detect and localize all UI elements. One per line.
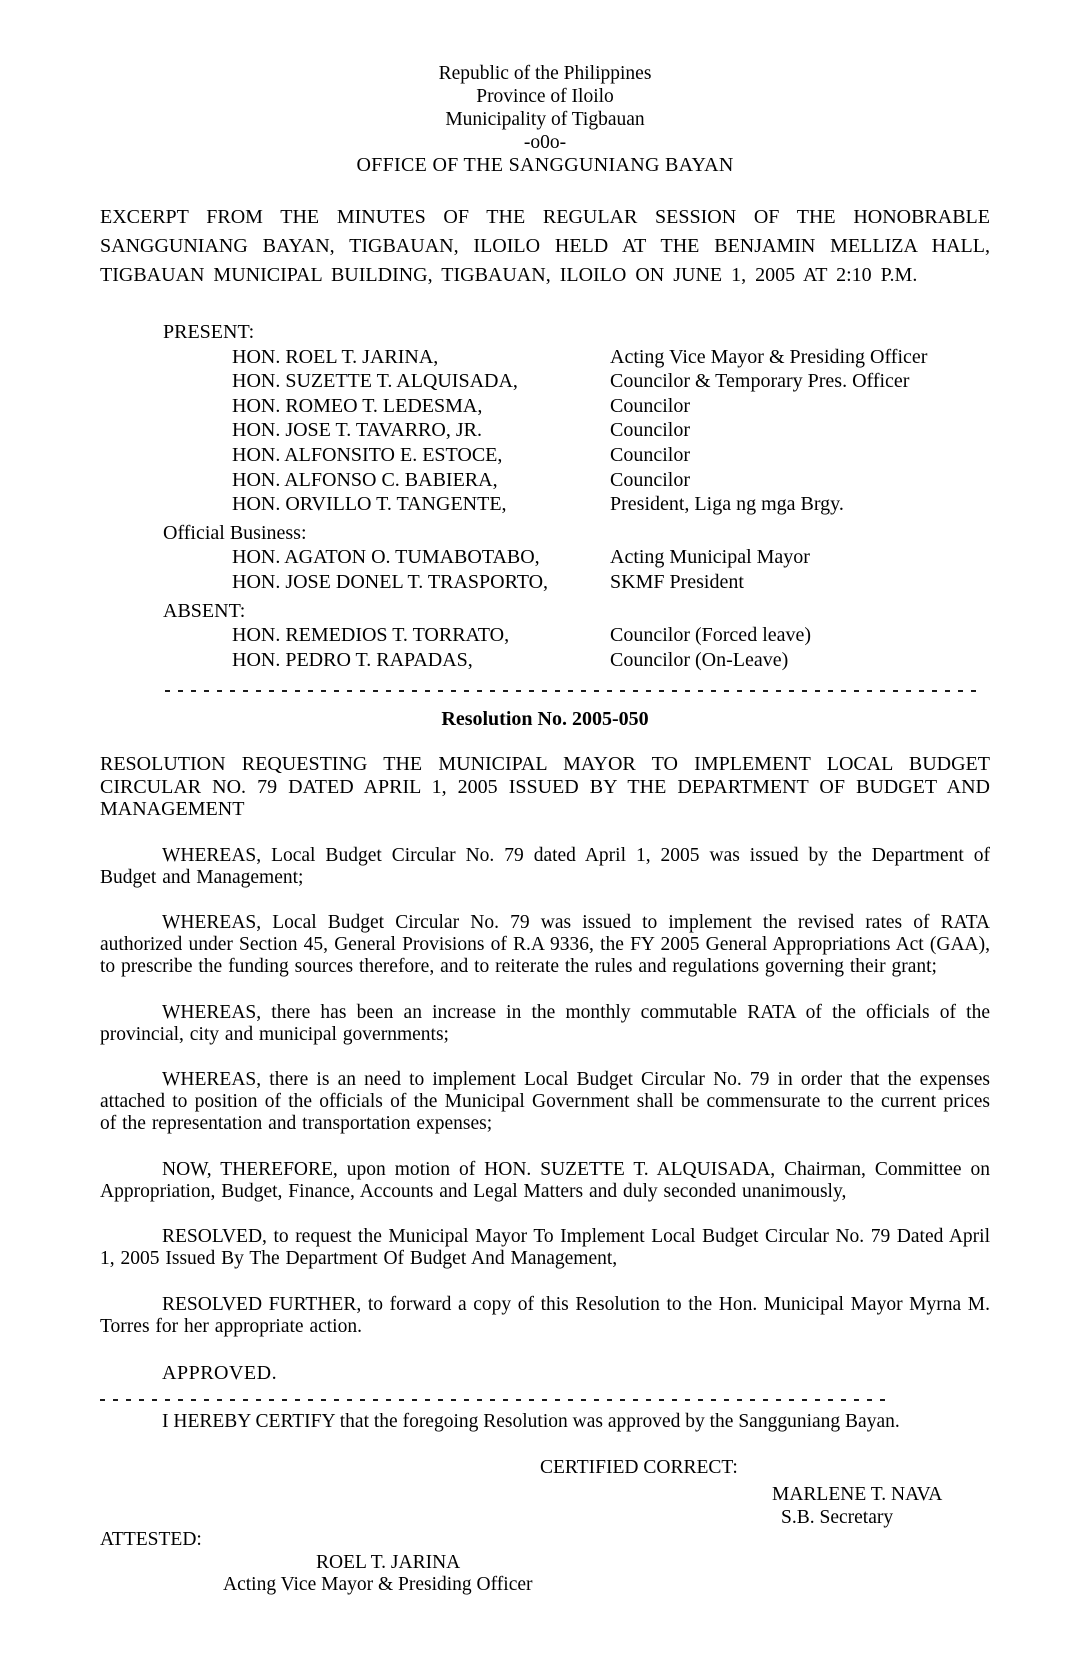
header-office: OFFICE OF THE SANGGUNIANG BAYAN bbox=[356, 154, 734, 176]
attendance-row bbox=[232, 570, 990, 595]
attendee-position: Acting Municipal Mayor bbox=[610, 546, 810, 569]
secretary-title: S.B. Secretary bbox=[781, 1506, 894, 1528]
dashed-divider-top bbox=[165, 690, 977, 692]
attendee-position: Councilor & Temporary Pres. Officer bbox=[610, 370, 910, 393]
attendee-position: President, Liga ng mga Brgy. bbox=[610, 493, 844, 516]
approved-line: APPROVED. bbox=[162, 1361, 278, 1384]
attendance-row bbox=[232, 545, 990, 570]
attendee-position: Councilor (Forced leave) bbox=[610, 624, 812, 647]
attendance-row bbox=[232, 492, 990, 517]
resolution-paragraph: WHEREAS, there has been an increase in the monthly commutable RATA of the officials of the provincial, city and municipal governments; bbox=[100, 1001, 990, 1045]
attendee-name: HON. SUZETTE T. ALQUISADA, bbox=[232, 370, 518, 393]
absent-list bbox=[100, 623, 990, 672]
resolution-paragraph: WHEREAS, Local Budget Circular No. 79 dated April 1, 2005 was issued by the Department of Budget and Management; bbox=[100, 844, 990, 888]
attendance-section bbox=[100, 320, 990, 672]
dashed-divider-bottom bbox=[100, 1399, 892, 1401]
attendance-row bbox=[232, 443, 990, 468]
resolution-paragraph: NOW, THEREFORE, upon motion of HON. SUZETTE T. ALQUISADA, Chairman, Committee on Appropriation, Budget, Finance, Accounts and Legal Matters and duly seconded unanimously, bbox=[100, 1158, 990, 1202]
attendee-name: HON. ALFONSITO E. ESTOCE, bbox=[232, 443, 503, 466]
resolution-title: RESOLUTION REQUESTING THE MUNICIPAL MAYOR TO IMPLEMENT LOCAL BUDGET CIRCULAR NO. 79 DATED APRIL 1, 2005 ISSUED BY THE DEPARTMENT OF BUDGET AND MANAGEMENT bbox=[100, 753, 990, 821]
attendance-row bbox=[232, 623, 990, 648]
certification-statement: I HEREBY CERTIFY that the foregoing Resolution was approved by the Sangguniang Bayan. bbox=[162, 1410, 900, 1432]
resolution-paragraph: WHEREAS, there is an need to implement Local Budget Circular No. 79 in order that the expenses attached to position of the officials of the Municipal Government shall be commensurate to the current prices of the representation and transportation expenses; bbox=[100, 1069, 990, 1134]
resolution-paragraph: RESOLVED, to request the Municipal Mayor To Implement Local Budget Circular No. 79 Dated April 1, 2005 Issued By The Department Of Budget And Management, bbox=[100, 1226, 990, 1270]
header-municipality: Municipality of Tigbauan bbox=[445, 109, 645, 130]
excerpt-paragraph: EXCERPT FROM THE MINUTES OF THE REGULAR SESSION OF THE HONOBRABLE SANGGUNIANG BAYAN, TIGBAUAN, ILOILO HELD AT THE BENJAMIN MELLIZA HALL, TIGBAUAN MUNICIPAL BUILDING, TIGBAUAN, ILOILO ON JUNE 1, 2005 AT 2:10 P.M. bbox=[100, 206, 990, 286]
attendee-position: Acting Vice Mayor & Presiding Officer bbox=[610, 345, 928, 368]
attendee-position: Councilor bbox=[610, 443, 690, 466]
attendee-position: Councilor (On-Leave) bbox=[610, 648, 789, 671]
attendee-position: SKMF President bbox=[610, 570, 744, 593]
absent-label: ABSENT: bbox=[163, 599, 246, 622]
header-separator: -o0o- bbox=[523, 132, 567, 153]
attendee-name: HON. AGATON O. TUMABOTABO, bbox=[232, 546, 540, 569]
header-province: Province of Iloilo bbox=[476, 86, 614, 107]
attendee-name: HON. REMEDIOS T. TORRATO, bbox=[232, 624, 510, 647]
attendee-name: HON. PEDRO T. RAPADAS, bbox=[232, 648, 473, 671]
attendee-name: HON. ROEL T. JARINA, bbox=[232, 345, 439, 368]
attendance-row bbox=[232, 468, 990, 493]
attestor-name: ROEL T. JARINA bbox=[316, 1551, 461, 1573]
certified-correct-label: CERTIFIED CORRECT: bbox=[540, 1456, 738, 1478]
attendee-name: HON. JOSE DONEL T. TRASPORTO, bbox=[232, 570, 549, 593]
attendance-row bbox=[232, 418, 990, 443]
resolution-number: Resolution No. 2005-050 bbox=[441, 708, 649, 731]
attendee-name: HON. ORVILLO T. TANGENTE, bbox=[232, 493, 507, 516]
attendance-row bbox=[232, 345, 990, 370]
header-republic: Republic of the Philippines bbox=[438, 63, 652, 84]
attested-label: ATTESTED: bbox=[100, 1529, 202, 1551]
attendance-row bbox=[232, 394, 990, 419]
attendee-position: Councilor bbox=[610, 468, 690, 491]
secretary-name: MARLENE T. NAVA bbox=[772, 1484, 943, 1506]
attendee-name: HON. ALFONSO C. BABIERA, bbox=[232, 468, 498, 491]
present-label: PRESENT: bbox=[163, 321, 255, 343]
document-header bbox=[100, 62, 990, 177]
official-business-label: Official Business: bbox=[163, 521, 307, 544]
resolution-paragraph: WHEREAS, Local Budget Circular No. 79 was issued to implement the revised rates of RATA authorized under Section 45, General Provisions of R.A 9336, the FY 2005 General Appropriations Act (GAA), to prescribe the funding sources therefore, and to reiterate the rules and regulations governing their grant; bbox=[100, 912, 990, 977]
official-business-list bbox=[100, 545, 990, 594]
resolution-body bbox=[100, 845, 990, 1338]
attestor-title: Acting Vice Mayor & Presiding Officer bbox=[223, 1574, 533, 1596]
attendee-position: Councilor bbox=[610, 419, 690, 442]
attendee-name: HON. JOSE T. TAVARRO, JR. bbox=[232, 419, 482, 442]
present-list bbox=[100, 345, 990, 517]
attendance-row bbox=[232, 369, 990, 394]
resolution-paragraph: RESOLVED FURTHER, to forward a copy of this Resolution to the Hon. Municipal Mayor Myrna M. Torres for her appropriate action. bbox=[100, 1293, 990, 1337]
attendance-row bbox=[232, 648, 990, 673]
attendee-position: Councilor bbox=[610, 394, 690, 417]
attendee-name: HON. ROMEO T. LEDESMA, bbox=[232, 394, 483, 417]
